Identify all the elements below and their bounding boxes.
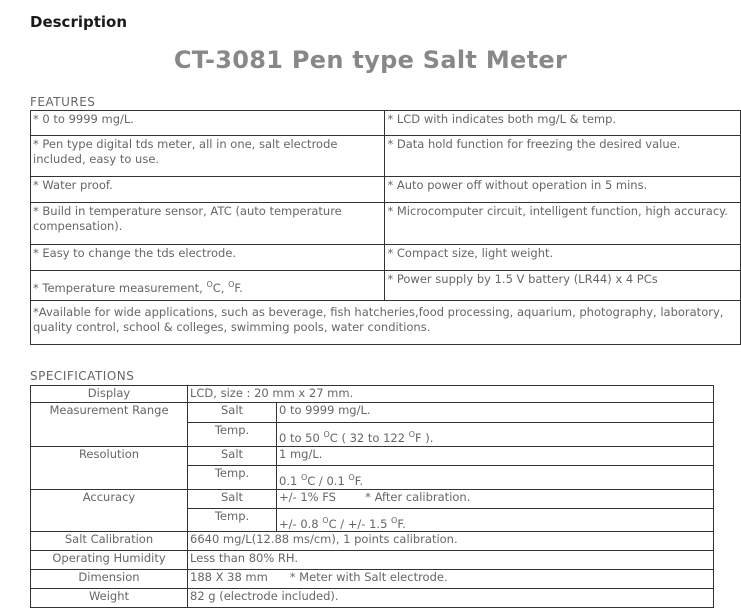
spec-value: +/- 0.8 $^O$C / +/- 1.5 $^O$F. (277, 508, 714, 532)
feature-cell: * Water proof. (31, 177, 385, 203)
spec-value: 0.1 $^O$C / 0.1 $^O$F. (277, 465, 714, 489)
feature-cell: * Auto power off without operation in 5 mins. (385, 177, 741, 203)
table-row (31, 245, 741, 271)
feature-cell: * Temperature measurement, $^O$C, $^O$F. (31, 271, 385, 301)
spec-value: LCD, size : 20 mm x 27 mm. (188, 386, 714, 403)
spec-sub-label: Temp. (188, 465, 277, 489)
feature-cell: * LCD with indicates both mg/L & temp. (385, 111, 741, 136)
table-row (31, 570, 714, 589)
table-row (31, 136, 741, 177)
feature-cell: * Build in temperature sensor, ATC (auto temperature compensation). (31, 203, 385, 245)
spec-label: Salt Calibration (31, 532, 188, 551)
features-label: FEATURES (30, 95, 96, 109)
table-row (31, 203, 741, 245)
spec-sub-label: Salt (188, 489, 277, 508)
table-row (31, 111, 741, 136)
specifications-label: SPECIFICATIONS (30, 369, 135, 383)
spec-value: 188 X 38 mm * Meter with Salt electrode. (188, 570, 714, 589)
table-row (31, 532, 714, 551)
applications-cell: *Available for wide applications, such as beverage, fish hatcheries,food processing, aquarium, photography, laboratory, quality control, school & colleges, swimming pools, water conditions. (31, 301, 741, 345)
feature-cell: * Microcomputer circuit, intelligent function, high accuracy. (385, 203, 741, 245)
table-row (31, 301, 741, 345)
spec-label: Display (31, 386, 188, 403)
spec-label: Dimension (31, 570, 188, 589)
spec-label: Operating Humidity (31, 551, 188, 570)
table-row (31, 446, 714, 465)
spec-value: 82 g (electrode included). (188, 589, 714, 608)
spec-label: Measurement Range (31, 403, 188, 447)
description-heading: Description (30, 13, 128, 31)
spec-label: Weight (31, 589, 188, 608)
spec-value: Less than 80% RH. (188, 551, 714, 570)
feature-cell: * 0 to 9999 mg/L. (31, 111, 385, 136)
specifications-table (30, 385, 714, 608)
product-title: CT-3081 Pen type Salt Meter (173, 46, 568, 74)
spec-value: 1 mg/L. (277, 446, 714, 465)
spec-sub-label: Salt (188, 403, 277, 423)
feature-cell: * Pen type digital tds meter, all in one, salt electrode included, easy to use. (31, 136, 385, 177)
table-row (31, 589, 714, 608)
spec-label: Resolution (31, 446, 188, 489)
table-row (31, 403, 714, 423)
feature-cell: * Data hold function for freezing the desired value. (385, 136, 741, 177)
spec-sub-label: Temp. (188, 423, 277, 447)
spec-value: +/- 1% FS * After calibration. (277, 489, 714, 508)
features-table (30, 110, 741, 345)
spec-label: Accuracy (31, 489, 188, 532)
spec-value: 0 to 9999 mg/L. (277, 403, 714, 423)
table-row (31, 386, 714, 403)
feature-cell: * Compact size, light weight. (385, 245, 741, 271)
spec-value: 6640 mg/L(12.88 ms/cm), 1 points calibration. (188, 532, 714, 551)
feature-cell: * Power supply by 1.5 V battery (LR44) x 4 PCs (385, 271, 741, 301)
table-row (31, 177, 741, 203)
spec-value: 0 to 50 $^O$C ( 32 to 122 $^O$F ). (277, 423, 714, 447)
spec-sub-label: Salt (188, 446, 277, 465)
table-row (31, 551, 714, 570)
table-row (31, 271, 741, 301)
table-row (31, 489, 714, 508)
feature-cell: * Easy to change the tds electrode. (31, 245, 385, 271)
spec-sub-label: Temp. (188, 508, 277, 532)
